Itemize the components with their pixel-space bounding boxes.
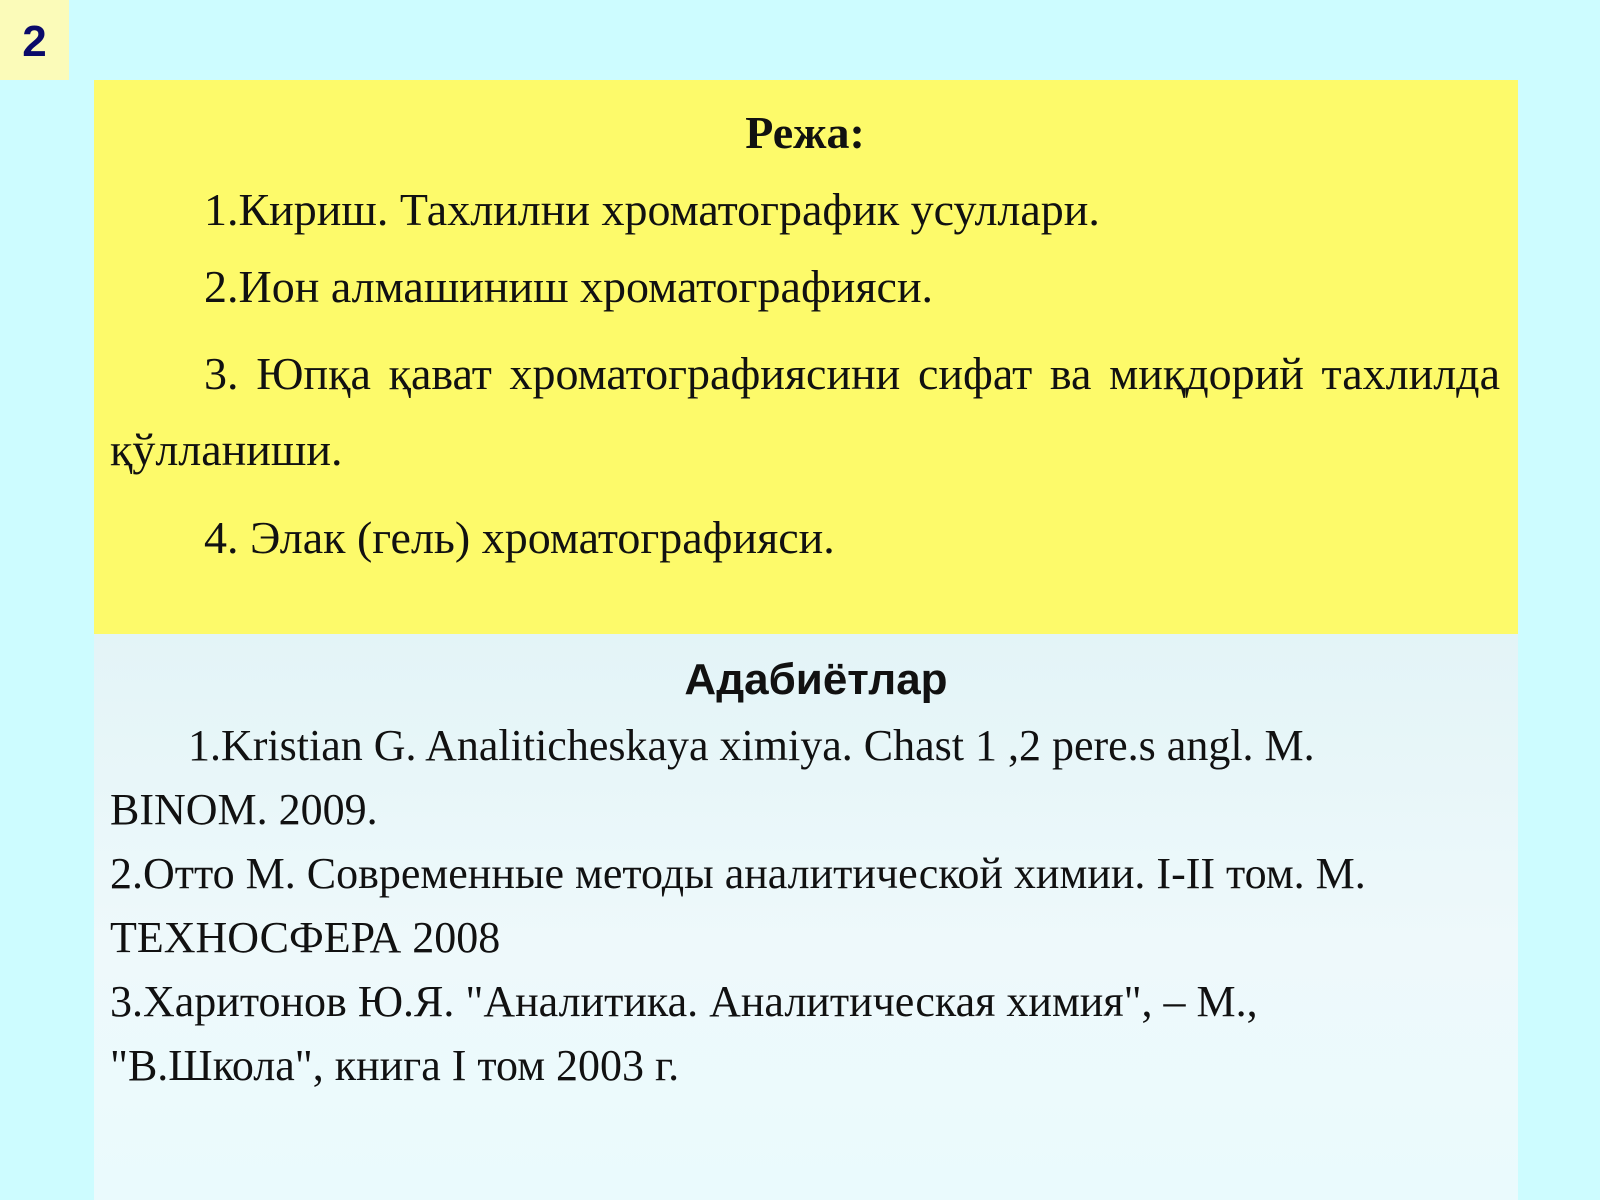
plan-title: Режа: — [745, 107, 865, 158]
references-title: Адабиётлар — [684, 655, 948, 704]
references-box — [94, 634, 1518, 1200]
reference-item-3: 3.Харитонов Ю.Я. "Аналитика. Аналитическая химия", – М., "В.Школа", книга I том 2003 г. — [110, 977, 1258, 1090]
plan-item-3: 3. Юпқа қават хроматографиясини сифат ва миқдорий тахлилда қўлланиши. — [110, 348, 1500, 475]
plan-item-4: 4. Элак (гель) хроматографияси. — [204, 512, 835, 563]
reference-item-1: 1.Kristian G. Analiticheskaya ximiya. Chast 1 ,2 pere.s angl. M. BINOM. 2009. — [110, 721, 1315, 834]
plan-item-1: 1.Кириш. Тахлилни хроматографик усуллари. — [204, 184, 1100, 235]
reference-item-2: 2.Отто М. Современные методы аналитической химии. I-II том. М. ТЕХНОСФЕРА 2008 — [110, 849, 1366, 962]
plan-box — [94, 80, 1518, 634]
plan-item-2: 2.Ион алмашиниш хроматографияси. — [204, 261, 934, 312]
slide-number: 2 — [0, 0, 69, 80]
